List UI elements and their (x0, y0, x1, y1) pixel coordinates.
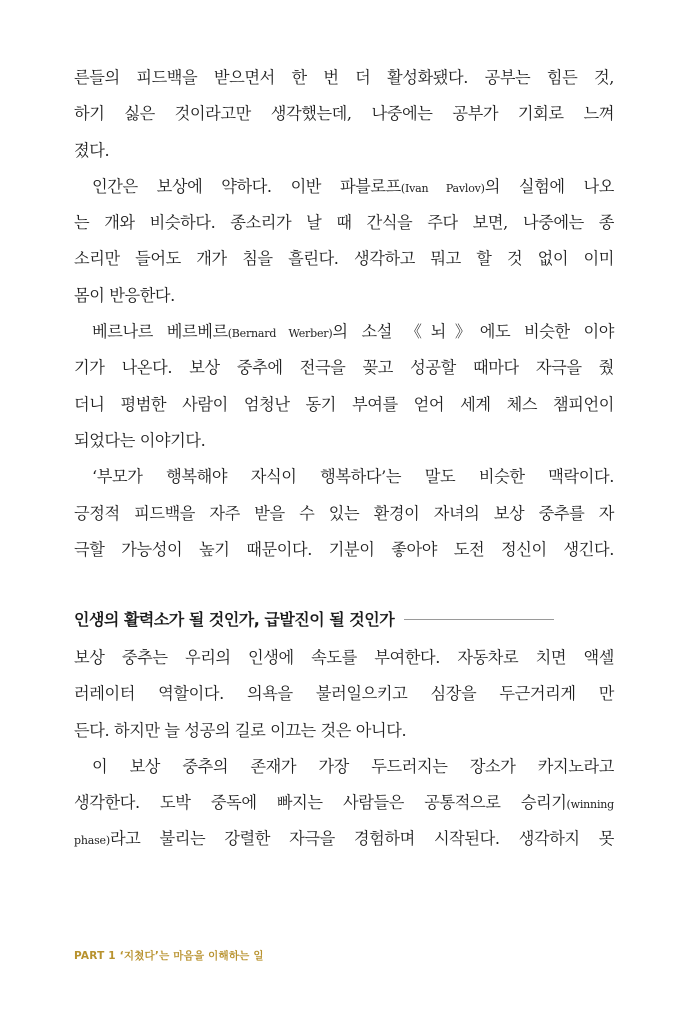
text-line: 졌다. (74, 140, 110, 160)
section-heading (74, 603, 554, 633)
text-line (74, 314, 614, 350)
text-segment: 의 실험에 나오 (484, 176, 614, 196)
section-heading-text: 인생의 활력소가 될 것인가, 급발진이 될 것인가 (74, 609, 395, 629)
heading-rule (404, 619, 554, 620)
text-line: 러레이터 역할이다. 의욕을 불러일으키고 심장을 두근거리게 만 (74, 684, 614, 704)
text-line (74, 821, 614, 857)
text-line: ‘부모가 행복해야 자식이 행복하다’는 말도 비슷한 맥락이다. (92, 467, 614, 487)
foreign-term-annotation: (winning (566, 798, 614, 812)
body-text-top (74, 60, 614, 568)
footer-part-label: PART 1 (74, 950, 116, 962)
text-line: 는 개와 비슷하다. 종소리가 날 때 간식을 주다 보면, 나중에는 종 (74, 213, 614, 233)
foreign-name-annotation: (Bernard Werber) (227, 327, 333, 341)
text-line: 몸이 반응한다. (74, 285, 175, 305)
text-line: 이 보상 중추의 존재가 가장 두드러지는 장소가 카지노라고 (92, 756, 614, 776)
footer-chapter-title: ‘지쳤다’는 마음을 이해하는 일 (119, 950, 264, 962)
text-line: 른들의 피드백을 받으면서 한 번 더 활성화됐다. 공부는 힘든 것, (74, 68, 614, 87)
text-line: 든다. 하지만 늘 성공의 길로 이끄는 것은 아니다. (74, 720, 407, 740)
text-line: 기가 나온다. 보상 중추에 전극을 꽂고 성공할 때마다 자극을 줬 (74, 358, 614, 378)
body-text-bottom (74, 640, 614, 858)
text-line: 되었다는 이야기다. (74, 430, 206, 450)
text-line: 보상 중추는 우리의 인생에 속도를 부여한다. 자동차로 치면 액셀 (74, 648, 614, 667)
page-footer (74, 948, 264, 963)
text-segment: 베르나르 베르베르 (92, 322, 228, 342)
text-segment: 의 소설 《뇌》에도 비슷한 이야 (332, 322, 614, 342)
text-segment: 인간은 보상에 약하다. 이반 파블로프 (92, 176, 401, 196)
foreign-term-annotation: phase) (74, 834, 110, 848)
text-line (74, 169, 614, 205)
text-line: 더니 평범한 사람이 엄청난 동기 부여를 얻어 세계 체스 챔피언이 (74, 394, 614, 414)
text-line: 하기 싫은 것이라고만 생각했는데, 나중에는 공부가 기회로 느껴 (74, 104, 614, 124)
text-line: 소리만 들어도 개가 침을 흘린다. 생각하고 뭐고 할 것 없이 이미 (74, 249, 614, 269)
text-segment: 라고 불리는 강렬한 자극을 경험하며 시작된다. 생각하지 못 (109, 829, 614, 849)
text-line (74, 785, 614, 821)
foreign-name-annotation: (Ivan Pavlov) (400, 181, 485, 195)
text-line: 긍정적 피드백을 자주 받을 수 있는 환경이 자녀의 보상 중추를 자 (74, 503, 614, 523)
text-line: 극할 가능성이 높기 때문이다. 기분이 좋아야 도전 정신이 생긴다. (74, 539, 614, 559)
text-segment: 생각한다. 도박 중독에 빠지는 사람들은 공통적으로 승리기 (74, 793, 567, 813)
